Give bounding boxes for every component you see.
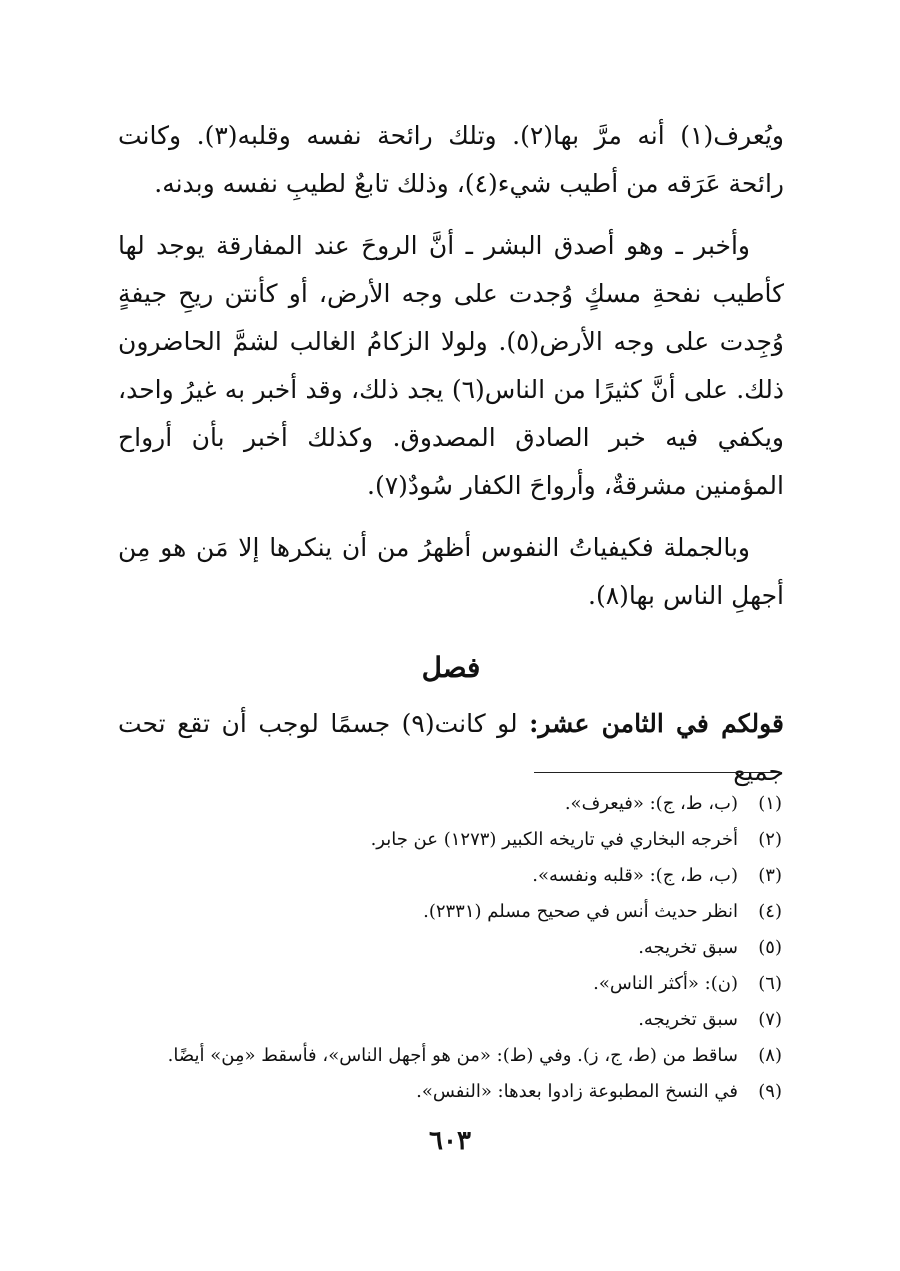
footnote-text: ساقط من (ط، ج، ز). وفي (ط): «من هو أجهل الناس»، فأسقط «مِن» أيضًا. [167,1045,738,1066]
footnote-number: (٧) [758,1009,782,1030]
main-text [118,112,784,620]
closing-bold-lead: قولكم في الثامن عشر: [529,709,784,738]
footnote-item [116,894,782,930]
footnote-number: (٤) [758,901,782,922]
page-body [118,112,784,796]
footnote-item [116,930,782,966]
footnote-item [116,822,782,858]
footnote-number: (٩) [758,1081,782,1102]
footnote-text: سبق تخريجه. [638,937,738,958]
footnote-divider [534,772,782,773]
footnote-number: (٢) [758,829,782,850]
section-heading: فصل [421,651,481,684]
footnote-text: (ن): «أكثر الناس». [593,973,738,994]
footnote-item [116,1038,782,1074]
footnote-text: سبق تخريجه. [638,1009,738,1030]
footnote-text: في النسخ المطبوعة زادوا بعدها: «النفس». [416,1081,738,1102]
footnote-item [116,786,782,822]
paragraph-2: وأخبر ـ وهو أصدق البشر ـ أنَّ الروحَ عند المفارقة يوجد لها كأطيب نفحةِ مسكٍ وُجدت على وجه الأرض، أو كأنتن ريحِ جيفةٍ وُجِدت على وجه الأرض(٥). ولولا الزكامُ الغالب لشمَّ الحاضرون ذلك. على أنَّ كثيرًا من الناس(٦) يجد ذلك، وقد أخبر به غيرُ واحد، ويكفي فيه خبر الصادق المصدوق. وكذلك أخبر بأن أرواح المؤمنين مشرقةٌ، وأرواحَ الكفار سُودٌ(٧). [118,231,784,500]
footnote-number: (١) [758,793,782,814]
footnote-text: أخرجه البخاري في تاريخه الكبير (١٢٧٣) عن جابر. [370,829,738,850]
footnote-text: (ب، ط، ج): «قلبه ونفسه». [532,865,738,886]
footnote-text: (ب، ط، ج): «فيعرف». [564,793,738,814]
footnotes-list [116,786,782,1110]
paragraph-3: وبالجملة فكيفياتُ النفوس أظهرُ من أن ينكرها إلا مَن هو مِن أجهلِ الناس بها(٨). [118,533,784,610]
footnote-item [116,858,782,894]
footnote-number: (٦) [758,973,782,994]
footnote-number: (٥) [758,937,782,958]
footnote-number: (٨) [758,1045,782,1066]
footnote-number: (٣) [758,865,782,886]
closing-rest: لو كانت(٩) جسمًا لوجب أن تقع تحت جميع [118,709,784,786]
footnote-item [116,1074,782,1110]
footnote-item [116,966,782,1002]
footnote-text: انظر حديث أنس في صحيح مسلم (٢٣٣١). [423,901,738,922]
page-number: ٦٠٣ [429,1126,471,1156]
footnote-item [116,1002,782,1038]
paragraph-1: ويُعرف(١) أنه مرَّ بها(٢). وتلك رائحة نفسه وقلبه(٣). وكانت رائحة عَرَقه من أطيب شيء(٤)، وذلك تابعٌ لطيبِ نفسه وبدنه. [118,121,784,198]
closing-line [118,700,784,796]
